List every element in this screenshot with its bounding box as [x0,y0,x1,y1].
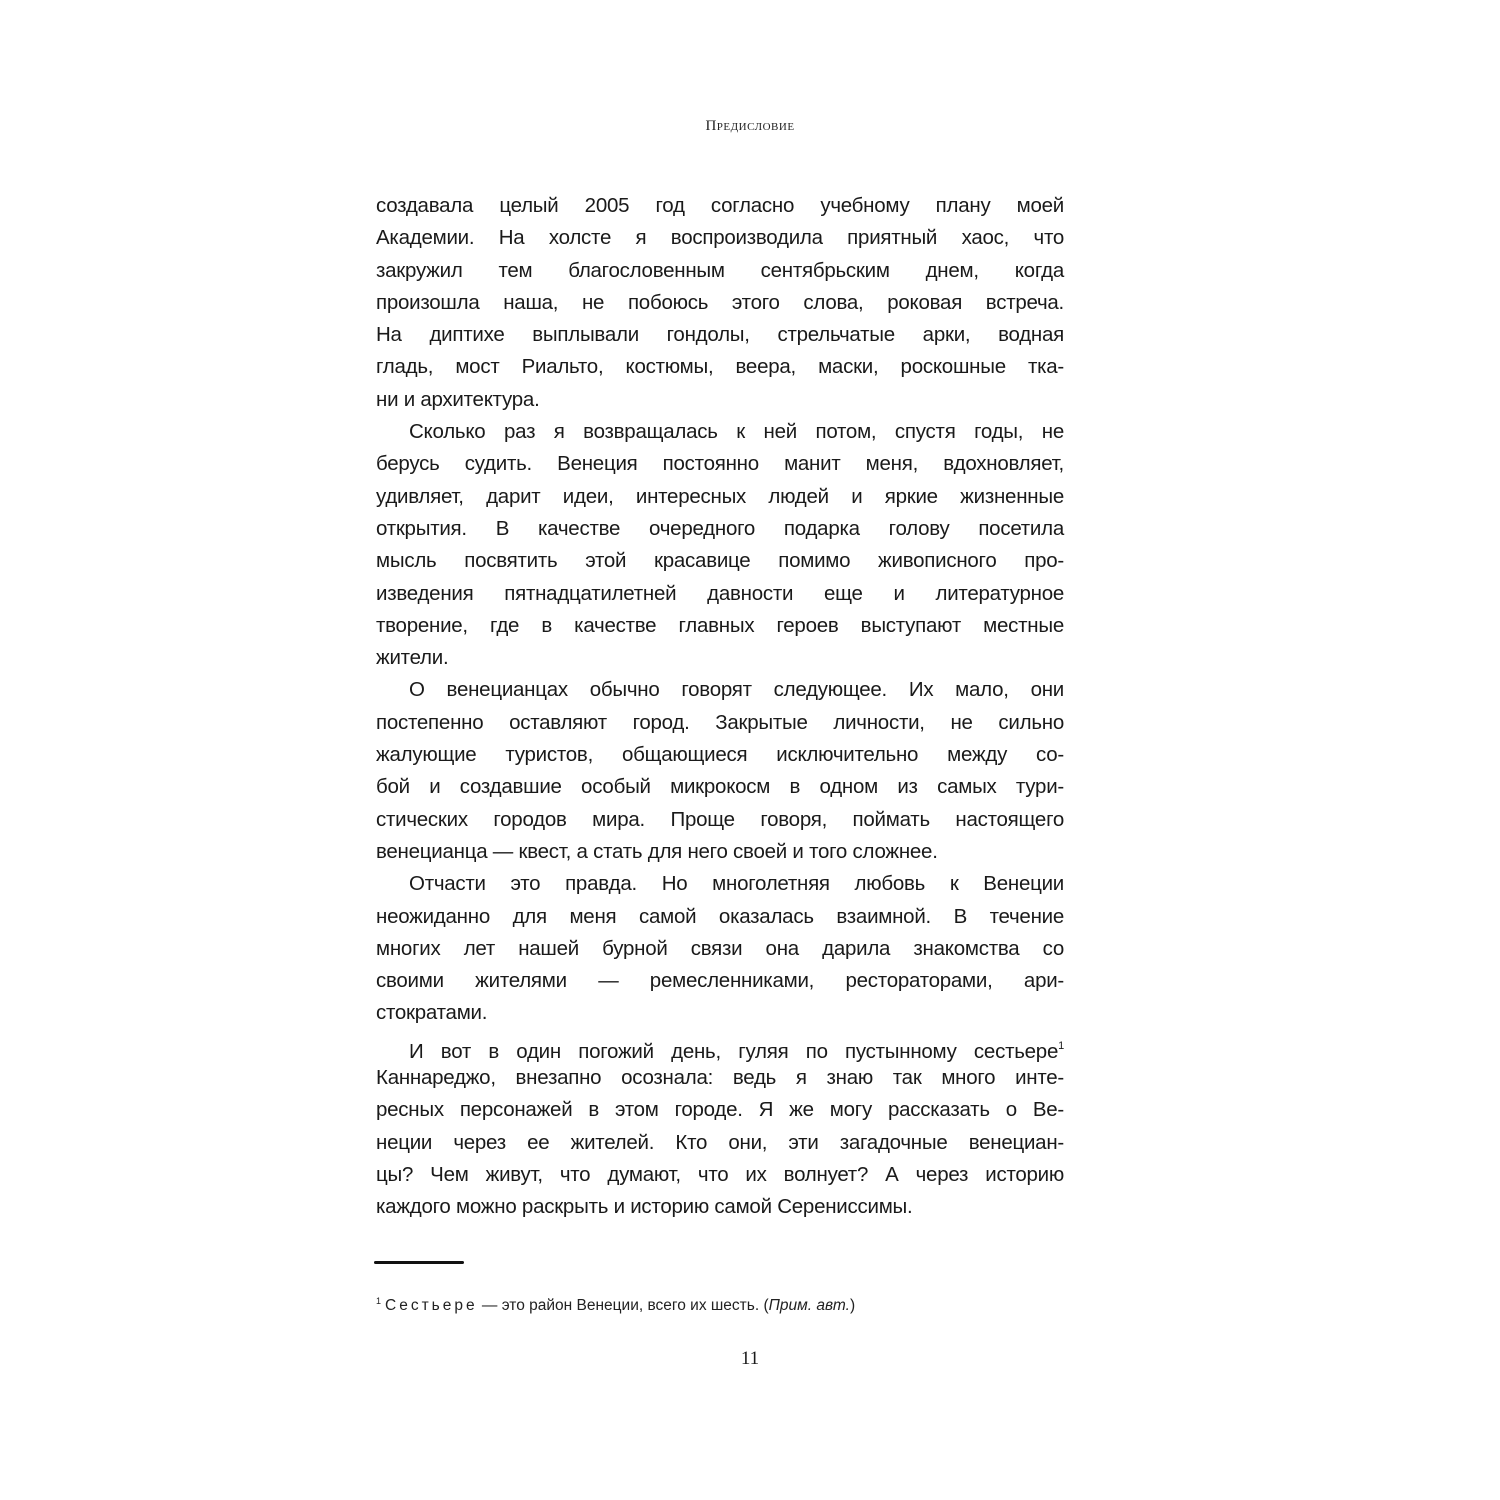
footnote-close: ) [849,1297,856,1314]
footnote-text: — это район Венеции, всего их шесть. ( [477,1297,769,1314]
text-line: стических городов мира. Проще говоря, поймать настоящего [376,807,1064,831]
text-line: изведения пятнадцатилетней давности еще и литературное [376,581,1064,605]
text-line: удивляет, дарит идеи, интересных людей и яркие жизненные [376,484,1064,508]
text-line: берусь судить. Венеция постоянно манит меня, вдохновляет, [376,452,1064,476]
page-number: 11 [740,1348,760,1369]
text-line: Академии. На холсте я воспроизводила приятный хаос, что [376,226,1064,250]
paragraph [376,868,1064,1029]
text-line: бой и создавшие особый микрокосм в одном из самых тури- [376,775,1064,799]
text-line: своими жителями — ремесленниками, рестораторами, ари- [376,969,1064,993]
text-line: жители. [376,646,449,670]
text-line: О венецианцах обычно говорят следующее. Их мало, они [409,678,1064,702]
text-line: ресных персонажей в этом городе. Я же могу рассказать о Ве- [376,1098,1064,1122]
text-line: ни и архитектура. [376,387,540,411]
paragraph [376,190,1064,416]
text-line: гладь, мост Риальто, костюмы, веера, маски, роскошные тка- [376,355,1064,379]
text-line: творение, где в качестве главных героев выступают местные [376,613,1064,637]
text-line: Каннареджо, внезапно осознала: ведь я знаю так много инте- [376,1066,1064,1090]
text-line: создавала целый 2005 год согласно учебному плану моей [376,194,1064,217]
footnote-author-note: Прим. авт. [768,1297,850,1314]
paragraph [376,674,1064,868]
text-line: Сколько раз я возвращалась к ней потом, спустя годы, не [409,420,1064,444]
footnote-divider [374,1261,464,1264]
text-line: неции через ее жителей. Кто они, эти загадочные венециан- [376,1130,1064,1154]
text-line: стократами. [376,1001,488,1025]
footnote [376,1296,855,1315]
footnote-marker: 1 [376,1296,382,1306]
text-line: закружил тем благословенным сентябрьским днем, когда [376,258,1064,282]
text-line: постепенно оставляют город. Закрытые личности, не сильно [376,710,1064,734]
text-line: И вот в один погожий день, гуляя по пустынному сестьере$^1$ [409,1039,1064,1063]
text-line: неожиданно для меня самой оказалась взаимной. В течение [376,904,1064,928]
text-line: многих лет нашей бурной связи она дарила знакомства со [376,936,1064,960]
footnote-ref: 1 [1058,1039,1064,1052]
text-line: жалующие туристов, общающиеся исключительно между со- [376,743,1064,767]
text-line: произошла наша, не побоюсь этого слова, роковая встреча. [376,290,1064,314]
text-line: каждого можно раскрыть и историю самой Серениссимы. [376,1195,913,1219]
text-line: цы? Чем живут, что думают, что их волнует? А через историю [376,1162,1064,1186]
text-line: венецианца — квест, а стать для него своей и того сложнее. [376,839,938,863]
footnote-term: Сестьере [385,1297,478,1314]
text-line: Отчасти это правда. Но многолетняя любовь к Венеции [409,872,1064,896]
text-line: На диптихе выплывали гондолы, стрельчатые арки, водная [376,323,1064,347]
text-line: мысль посвятить этой красавице помимо живописного про- [376,549,1064,573]
body-text [376,190,1064,1224]
paragraph [376,416,1064,674]
paragraph [376,1030,1064,1224]
running-header: Предисловие [705,118,795,134]
text-line: открытия. В качестве очередного подарка голову посетила [376,516,1064,540]
